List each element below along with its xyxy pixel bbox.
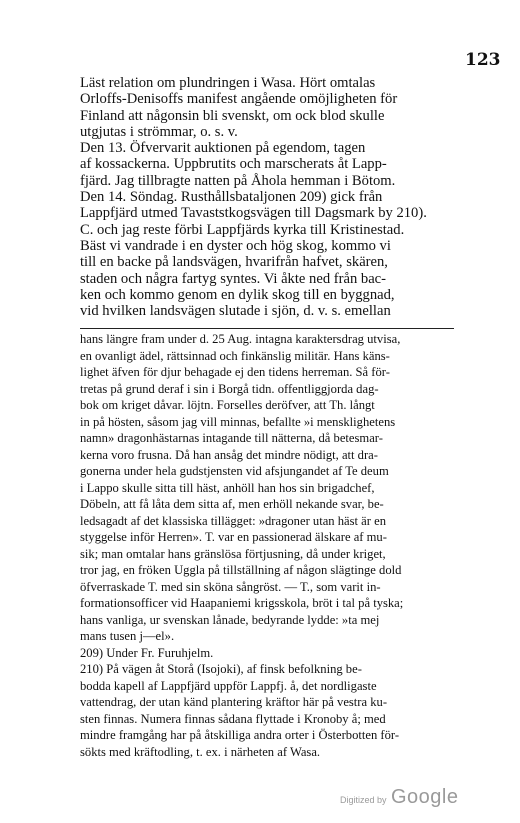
footnote-line: mans tusen j—el». — [80, 629, 175, 643]
footnote-line: hans vanliga, ur svenskan lånade, bedyrande lydde: »ta mej — [80, 612, 380, 627]
google-logo: Google — [390, 786, 459, 808]
footnote-line: öfverraskade T. med sin sköna sångröst. — T., som varit in- — [80, 579, 381, 594]
text-line: Lappfjärd utmed Tavaststkogsvägen till Dagsmark by 210). — [80, 205, 427, 222]
footnote-line: formationsofficer vid Haapaniemi krigsskola, bröt i tal på tyska; — [80, 596, 404, 610]
footnote-line: sökts med kräftodling, t. ex. i närheten af Wasa. — [80, 744, 321, 759]
text-line: Finland att någonsin bli svenskt, om ock blod skulle — [80, 107, 385, 124]
text-line: Läst relation om plundringen i Wasa. Hört omtalas — [80, 75, 376, 91]
main-text — [80, 75, 455, 319]
watermark-prefix: Digitized by — [340, 795, 387, 805]
footnote-line: lighet äfven för djur behagade ej den tidens herreman. Så för- — [80, 365, 390, 379]
text-line: vid hvilken landsvägen slutade i sjön, d. v. s. emellan — [80, 303, 391, 320]
footnote-line: Döbeln, att få låta dem sitta af, men erhöll nekande svar, be- — [80, 497, 384, 511]
text-line: till en backe på landsvägen, hvarifrån hafvet, skären, — [80, 254, 388, 271]
footnote-line: hans längre fram under d. 25 Aug. intagna karaktersdrag utvisa, — [80, 332, 401, 346]
text-line: fjärd. Jag tillbragte natten på Åhola hemman i Bötom. — [80, 172, 396, 189]
footnote-line: ledsagadt af det klassiska tillägget: »dragoner utan häst är en — [80, 513, 386, 528]
footnote-line: styggelse inför Herren». T. var en passionerad älskare af mu- — [80, 530, 387, 544]
footnote-line: mindre framgång har på åtskilliga andra orter i Österbotten för- — [80, 728, 400, 742]
text-line: ken och kommo genom en dylik skog till en byggnad, — [80, 286, 395, 303]
footnote-line: 209) Under Fr. Furuhjelm. — [80, 645, 214, 660]
text-line: C. och jag reste förbi Lappfjärds kyrka till Kristinestad. — [80, 221, 405, 238]
text-line: Orloffs-Denisoffs manifest angående omöjligheten för — [80, 91, 398, 108]
footnote-line: kerna voro frusna. Då han ansåg det mindre nödigt, att dra- — [80, 447, 378, 462]
footnote-line: i Lappo skulle sitta till häst, anhöll han hos sin brigadchef, — [80, 480, 375, 495]
footnote-line: tror jag, en fröken Uggla på tillställning af någon slägtinge dold — [80, 563, 402, 577]
footnote-line: bok om kriget dåvar. löjtn. Forselles deröfver, att Th. långt — [80, 398, 375, 412]
page-number: 123 — [465, 50, 501, 70]
footnote-divider — [80, 328, 454, 329]
footnote-line: in på hösten, såsom jag vill minnas, befallte »i mensklighetens — [80, 414, 396, 429]
text-line: staden och några fartyg syntes. Vi åkte ned från bac- — [80, 270, 387, 287]
footnotes — [80, 331, 455, 760]
footnote-line: vattendrag, der utan känd plantering kräftor här på vestra ku- — [80, 695, 388, 709]
text-line: utgjutas i strömmar, o. s. v. — [80, 123, 238, 140]
footnote-line: 210) På vägen åt Storå (Isojoki), af finsk befolkning be- — [80, 662, 362, 676]
footnote-line: bodda kapell af Lappfjärd uppför Lappfj. å, det nordligaste — [80, 678, 377, 693]
footnote-line: sik; man omtalar hans gränslösa förtjusning, då under kriget, — [80, 546, 386, 561]
text-line: Den 13. Öfvervarit auktionen på egendom, tagen — [80, 140, 366, 157]
digitized-by-watermark — [340, 786, 458, 809]
footnote-line: gonerna under hela gudstjensten vid afsjungandet af Te deum — [80, 464, 389, 478]
text-line: Bäst vi vandrade i en dyster och hög skog, kommo vi — [80, 237, 391, 254]
footnote-line: sten finnas. Numera finnas sådana flyttade i Kronoby å; med — [80, 711, 386, 726]
text-line: Den 14. Söndag. Rusthållsbataljonen 209) gick från — [80, 189, 383, 206]
footnote-line: en ovanligt ädel, rättsinnad och finkänslig militär. Hans käns- — [80, 348, 390, 363]
text-line: af kossackerna. Uppbrutits och marscherats åt Lapp- — [80, 156, 387, 173]
footnote-line: namn» dragonhästarnas intagande till nätterna, då betesmar- — [80, 431, 383, 445]
footnote-line: tretas på grund deraf i sin i Borgå tidn. offentliggjorda dag- — [80, 381, 379, 396]
